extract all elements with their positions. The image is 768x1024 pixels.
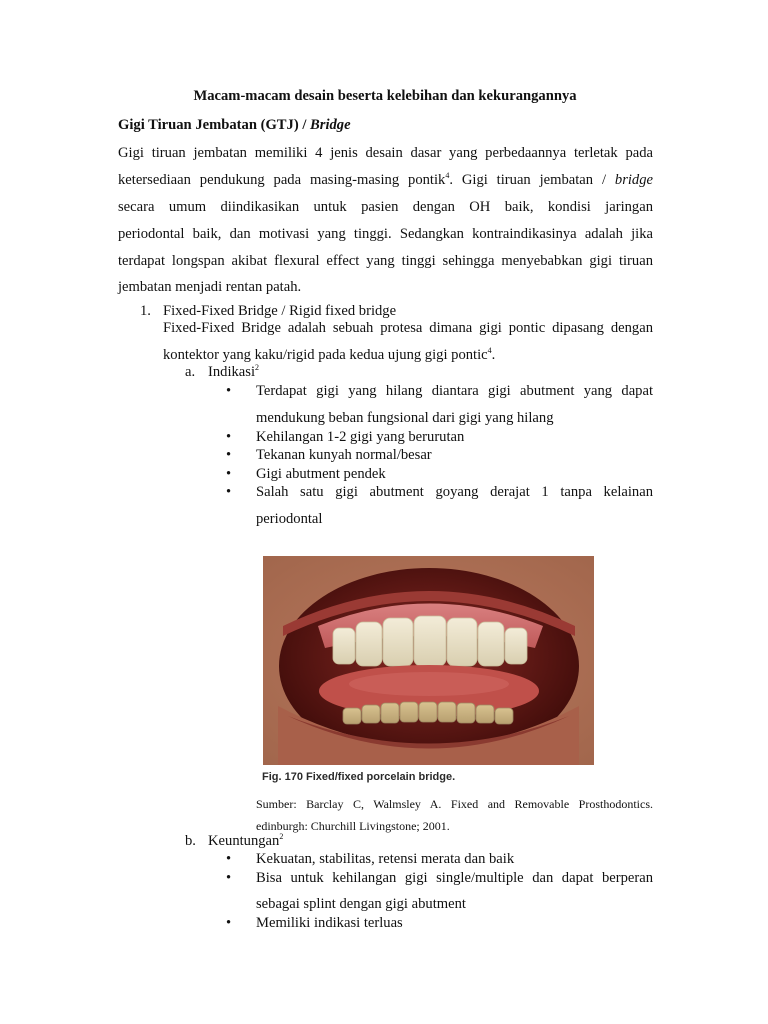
section1-desc-1: Fixed-Fixed Bridge adalah sebuah protesa dimana gigi pontic dipasang dengan — [163, 320, 653, 336]
bullet-icon: • — [226, 466, 232, 482]
keuntungan-item-2a: Bisa untuk kehilangan gigi single/multiple dan dapat berperan — [256, 870, 653, 886]
figure-source-1: Sumber: Barclay C, Walmsley A. Fixed and Removable Prosthodontics. — [256, 797, 653, 811]
figure-caption: Fig. 170 Fixed/fixed porcelain bridge. — [262, 771, 456, 783]
indikasi-letter: a. — [185, 364, 196, 380]
bullet-icon: • — [226, 447, 232, 463]
figure-source-2: edinburgh: Churchill Livingstone; 2001. — [256, 819, 450, 833]
indikasi-item-1b: mendukung beban fungsional dari gigi yang hilang — [256, 410, 554, 426]
indikasi-item-5a: Salah satu gigi abutment goyang derajat 1 tanpa kelainan — [256, 484, 653, 500]
heading-italic: Bridge — [310, 117, 351, 133]
intro-line-5: terdapat longspan akibat flexural effect yang tinggi sehingga menyebabkan gigi tiruan — [118, 253, 653, 269]
dental-bridge-photo — [263, 556, 594, 765]
mouth-illustration — [263, 556, 594, 765]
indikasi-item-5b: periodontal — [256, 511, 323, 527]
intro-line-4: periodontal baik, dan motivasi yang tinggi. Sedangkan kontraindikasinya adalah jika — [118, 226, 653, 242]
bullet-icon: • — [226, 851, 232, 867]
bullet-icon: • — [226, 383, 232, 399]
section1-desc-2: kontektor yang kaku/rigid pada kedua ujung gigi pontic$^4$. — [163, 346, 496, 363]
indikasi-item-4: Gigi abutment pendek — [256, 466, 386, 482]
intro-line-3: secara umum diindikasikan untuk pasien dengan OH baik, kondisi jaringan — [118, 199, 653, 215]
keuntungan-item-3: Memiliki indikasi terluas — [256, 915, 403, 931]
section1-title: Fixed-Fixed Bridge / Rigid fixed bridge — [163, 303, 397, 319]
intro-line-6: jembatan menjadi rentan patah. — [118, 279, 302, 295]
list-number-1: 1. — [140, 303, 151, 319]
bullet-icon: • — [226, 870, 232, 886]
indikasi-item-1a: Terdapat gigi yang hilang diantara gigi abutment yang dapat — [256, 383, 653, 399]
bullet-icon: • — [226, 915, 232, 931]
keuntungan-letter: b. — [185, 833, 196, 849]
intro-line-2: ketersediaan pendukung pada masing-masing pontik$^4$. Gigi tiruan jembatan / bridge — [118, 171, 654, 188]
bullet-icon: • — [226, 484, 232, 500]
indikasi-item-3: Tekanan kunyah normal/besar — [256, 447, 432, 463]
heading-text: Gigi Tiruan Jembatan (GTJ) / — [118, 117, 311, 133]
keuntungan-item-2b: sebagai splint dengan gigi abutment — [256, 896, 466, 912]
indikasi-label: Indikasi$^2$ — [208, 363, 260, 380]
section-heading — [118, 117, 351, 134]
intro-line-1: Gigi tiruan jembatan memiliki 4 jenis desain dasar yang perbedaannya terletak pada — [118, 145, 653, 161]
keuntungan-item-1: Kekuatan, stabilitas, retensi merata dan baik — [256, 851, 515, 867]
keuntungan-label: Keuntungan$^2$ — [208, 832, 284, 849]
bullet-icon: • — [226, 429, 232, 445]
indikasi-item-2: Kehilangan 1-2 gigi yang berurutan — [256, 429, 465, 445]
document-title: Macam-macam desain beserta kelebihan dan kekurangannya — [193, 88, 577, 104]
